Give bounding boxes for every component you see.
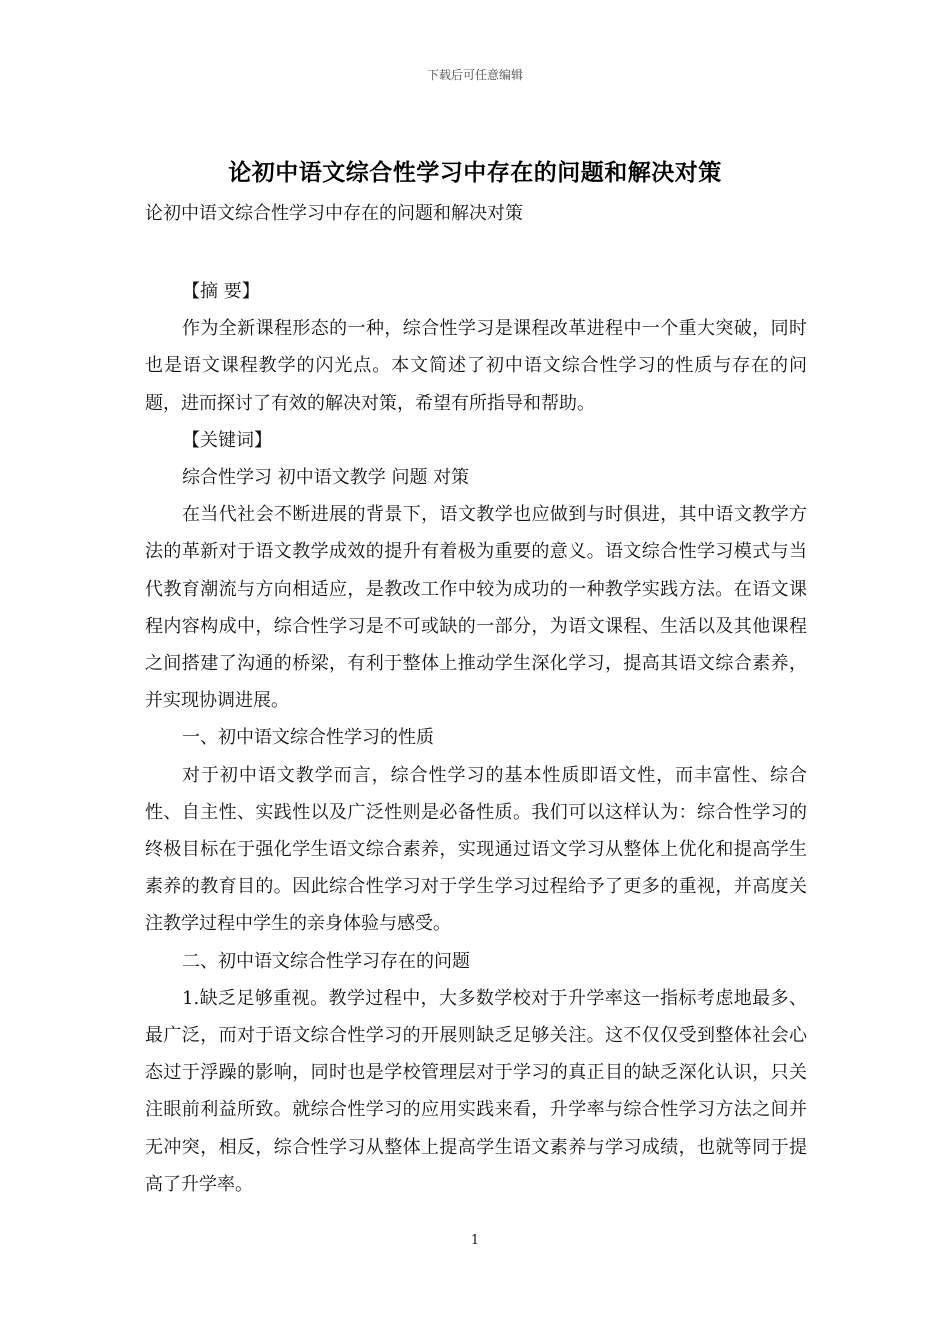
document-body [145, 197, 807, 1203]
section1-paragraph: 对于初中语文教学而言，综合性学习的基本性质即语文性，而丰富性、综合性、自主性、实践性以及广泛性则是必备性质。我们可以这样认为：综合性学习的终极目标在于强化学生语文综合素养，实现通过语文学习从整体上优化和提高学生素养的教育目的。因此综合性学习对于学生学习过程给予了更多的重视，并高度关注教学过程中学生的亲身体验与感受。 [145, 764, 807, 935]
abstract-paragraph: 作为全新课程形态的一种，综合性学习是课程改革进程中一个重大突破，同时也是语文课程教学的闪光点。本文简述了初中语文综合性学习的性质与存在的问题，进而探讨了有效的解决对策，希望有所指导和帮助。 [145, 318, 807, 414]
document-subtitle: 论初中语文综合性学习中存在的问题和解决对策 [145, 203, 523, 224]
intro-paragraph: 在当代社会不断进展的背景下，语文教学也应做到与时俱进，其中语文教学方法的革新对于语文教学成效的提升有着极为重要的意义。语文综合性学习模式与当代教育潮流与方向相适应，是教改工作中较为成功的一种教学实践方法。在语文课程内容构成中，综合性学习是不可或缺的一部分，为语文课程、生活以及其他课程之间搭建了沟通的桥梁，有利于整体上推动学生深化学习，提高其语文综合素养，并实现协调进展。 [145, 504, 807, 712]
keywords-heading: 【关键词】 [182, 429, 272, 451]
page-header-note: 下载后可任意编辑 [426, 68, 523, 82]
page-number: 1 [470, 1233, 480, 1248]
section2-paragraph: 1.缺乏足够重视。教学过程中，大多数学校对于升学率这一指标考虑地最多、最广泛，而对于语文综合性学习的开展则缺乏足够关注。这不仅仅受到整体社会心态过于浮躁的影响，同时也是学校管理层对于学习的真正目的缺乏深化认识，只关注眼前利益所致。就综合性学习的应用实践来看，升学率与综合性学习方法之间并无冲突，相反，综合性学习从整体上提高学生语文素养与学习成绩，也就等同于提高了升学率。 [145, 987, 807, 1195]
spacer [145, 231, 807, 273]
section1-heading: 一、初中语文综合性学习的性质 [182, 727, 434, 749]
keywords-paragraph: 综合性学习 初中语文教学 问题 对策 [182, 467, 470, 489]
abstract-heading: 【摘 要】 [182, 281, 260, 302]
section2-heading: 二、初中语文综合性学习存在的问题 [182, 950, 470, 972]
document-title: 论初中语文综合性学习中存在的问题和解决对策 [228, 159, 722, 186]
